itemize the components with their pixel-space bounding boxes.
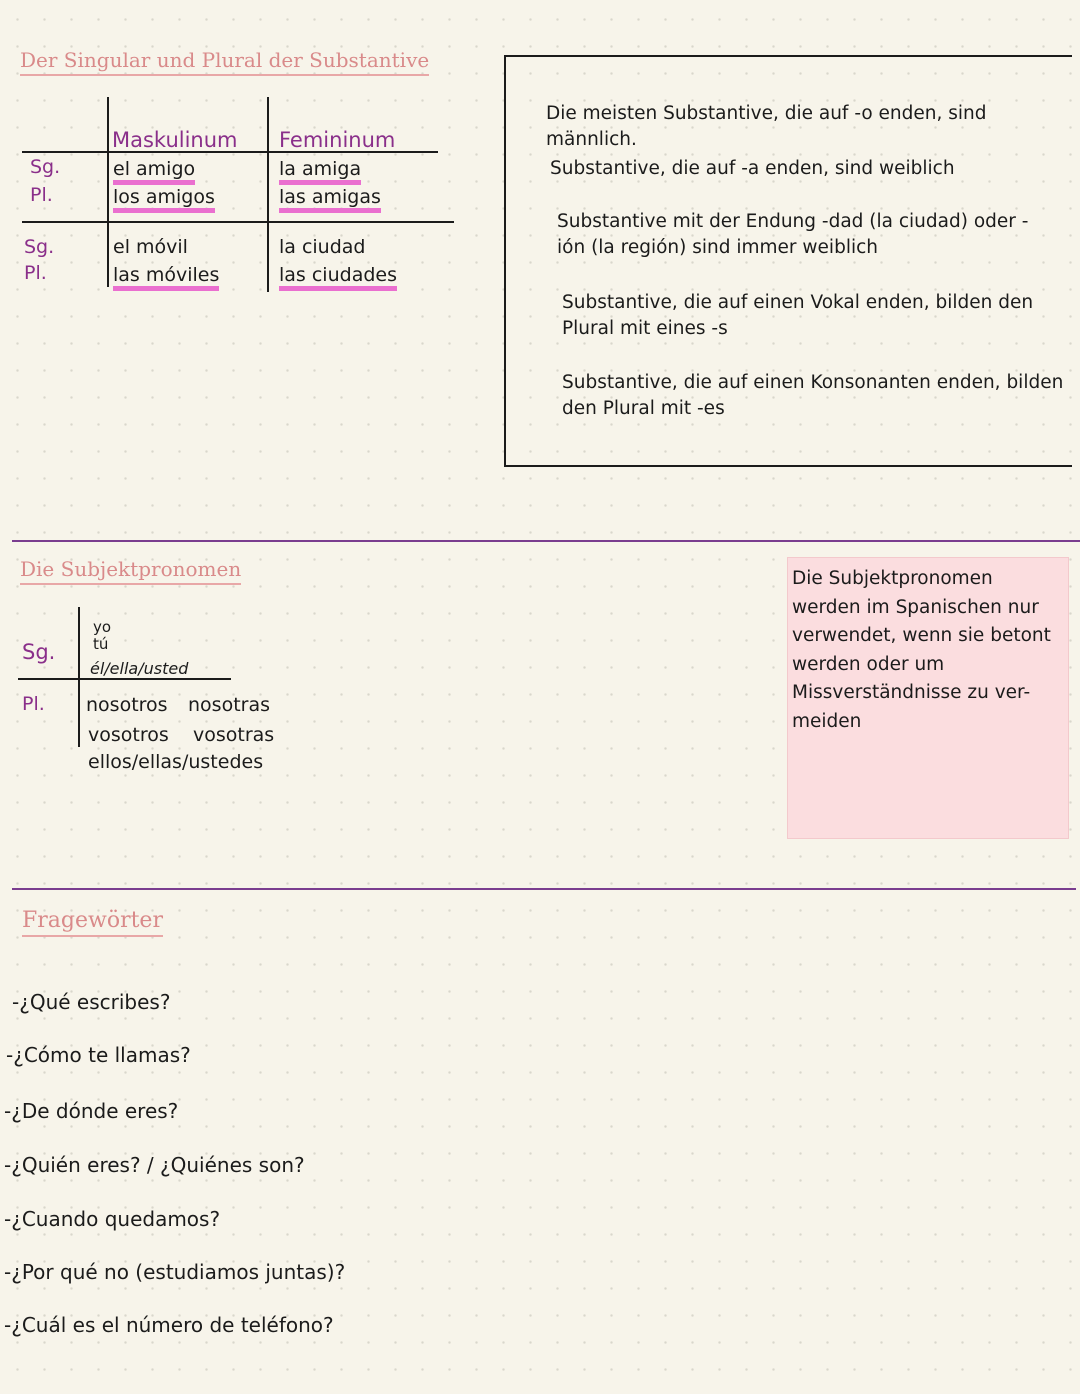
rule-masculine-o: Die meisten Substantive, die auf -o enden, sind männlich. (546, 103, 987, 150)
question-item: -¿Cuál es el número de teléfono? (4, 1313, 334, 1337)
question-item: -¿Qué escribes? (12, 990, 171, 1014)
pronoun-sg-yo: yo (93, 618, 112, 636)
question-item: -¿Quién eres? / ¿Quiénes son? (4, 1153, 305, 1177)
row-label-sg: Sg. (30, 156, 61, 178)
table-cell-fem-pl (279, 186, 381, 208)
table-cell-fem-pl-2 (279, 264, 397, 286)
pronoun-label-sg: Sg. (22, 640, 56, 664)
table-vline-right (267, 97, 269, 292)
pronoun-sg-el-ella-usted: él/ella/usted (90, 659, 189, 678)
text-las-ciudades: las ciudades (279, 264, 397, 291)
question-item: -¿Cómo te llamas? (6, 1043, 191, 1067)
question-item: -¿De dónde eres? (4, 1099, 179, 1123)
pronoun-pl-ellos-ellas-ustedes: ellos/ellas/ustedes (88, 751, 264, 773)
question-item: -¿Cuando quedamos? (4, 1207, 221, 1231)
pronoun-hline (18, 678, 231, 680)
pronoun-sg-tu: tú (93, 635, 109, 653)
text-los-amigos: los amigos (113, 186, 215, 213)
section-heading-fragewoerter: Fragewörter (22, 908, 163, 937)
pronoun-pl-nosotros: nosotros (86, 694, 168, 716)
pronoun-vline (78, 607, 80, 747)
table-cell-fem-sg-2: la ciudad (279, 236, 366, 258)
section-heading-singular-plural: Der Singular und Plural der Substantive (20, 48, 429, 76)
section-divider-1 (12, 540, 1080, 542)
rule-plural-consonant: Substantive, die auf einen Konsonanten enden, bilden den Plural mit -es (562, 372, 1064, 419)
text-las-amigas: las amigas (279, 186, 381, 213)
column-header-maskulinum: Maskulinum (112, 128, 238, 152)
rule-plural-vowel: Substantive, die auf einen Vokal enden, bilden den Plural mit eines -s (562, 292, 1034, 339)
column-header-femininum: Femininum (279, 128, 396, 152)
table-cell-masc-pl-2 (113, 264, 219, 286)
table-cell-masc-pl (113, 186, 215, 208)
question-item: -¿Por qué no (estudiamos juntas)? (4, 1260, 346, 1284)
text-la-amiga: la amiga (279, 158, 361, 185)
table-hline-middle (22, 221, 454, 223)
text-el-amigo: el amigo (113, 158, 195, 185)
pronoun-pl-vosotras: vosotras (193, 724, 275, 746)
text-las-moviles: las móviles (113, 264, 219, 291)
pronoun-pl-vosotros: vosotros (88, 724, 169, 746)
row-label-sg-2: Sg. (24, 236, 55, 258)
row-label-pl-2: Pl. (24, 262, 47, 284)
table-cell-fem-sg (279, 158, 361, 180)
table-cell-masc-sg (113, 158, 195, 180)
pronoun-label-pl: Pl. (22, 693, 45, 715)
row-label-pl: Pl. (30, 184, 53, 206)
table-vline-left (107, 97, 109, 287)
pronoun-pl-nosotras: nosotras (188, 694, 270, 716)
rule-dad-ion: Substantive mit der Endung -dad (la ciudad) oder -ión (la región) sind immer weiblich (557, 211, 1029, 258)
table-cell-masc-sg-2: el móvil (113, 236, 188, 258)
pronoun-note-text: Die Subjektpronomen werden im Spanischen nur verwendet, wenn sie betont werden oder um Missverständnisse zu ver- meiden (792, 568, 1051, 732)
section-divider-2 (12, 888, 1076, 890)
rule-feminine-a: Substantive, die auf -a enden, sind weiblich (550, 158, 955, 179)
section-heading-subjektpronomen: Die Subjektpronomen (20, 557, 241, 585)
